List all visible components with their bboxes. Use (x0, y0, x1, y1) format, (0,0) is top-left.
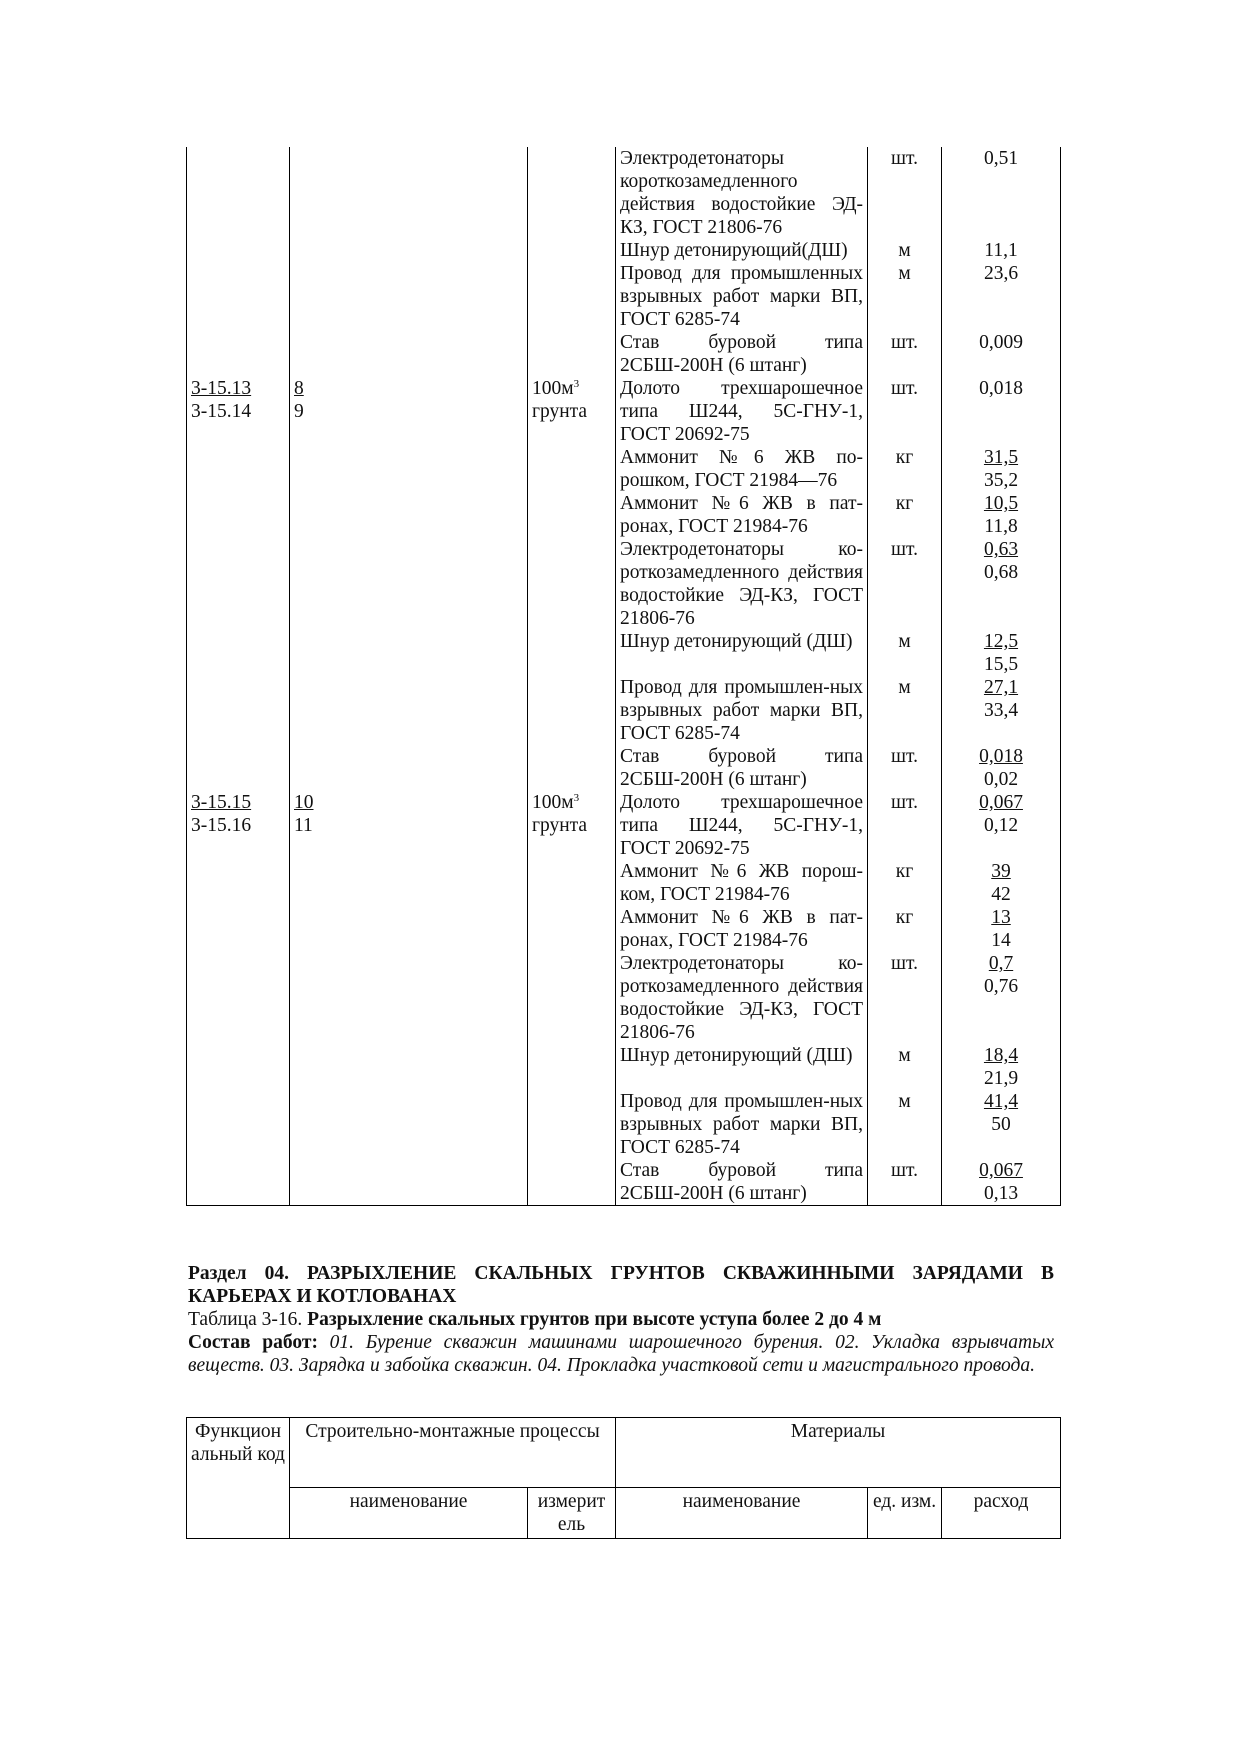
cell-unit: м (868, 676, 942, 745)
consumption-value: 42 (991, 884, 1011, 905)
section-block (188, 1262, 1054, 1377)
table-row (187, 446, 1061, 492)
table-row (187, 147, 1061, 239)
consumption-value: 50 (991, 1114, 1011, 1135)
cell-unit: м (868, 262, 942, 331)
code-line: 3-15.16 (191, 815, 252, 836)
consumption-value: 10,5 (983, 493, 1019, 514)
cell-unit: м (868, 630, 942, 676)
cell-code (187, 331, 290, 377)
cell-material-name: Аммонит №6 ЖВ по-рошком, ГОСТ 21984—76 (616, 446, 868, 492)
works-text: 01. Бурение скважин машинами шарошечного бурения. 02. Укладка взрывчатых веществ. 03. Зарядка и забойка скважин. 04. Прокладка участковой сети и магистрального провода. (188, 1332, 1054, 1376)
cell-meter (528, 538, 616, 630)
cell-process-number (290, 147, 528, 239)
cell-material-name: Электродетонаторы ко-роткозамедленного действия водостойкие ЭД-КЗ, ГОСТ 21806-76 (616, 952, 868, 1044)
cell-material-name: Электродетонаторы короткозамедленного действия водостойкие ЭД-КЗ, ГОСТ 21806-76 (616, 147, 868, 239)
cell-code (187, 239, 290, 262)
cell-unit: шт. (868, 538, 942, 630)
section-title: Раздел 04. РАЗРЫХЛЕНИЕ СКАЛЬНЫХ ГРУНТОВ СКВАЖИННЫМИ ЗАРЯДАМИ В КАРЬЕРАХ И КОТЛОВАНАХ (188, 1263, 1054, 1307)
header-proc-name: наименование (290, 1488, 528, 1539)
cell-process-number (290, 676, 528, 745)
consumption-value: 13 (991, 907, 1011, 928)
cell-consumption (942, 331, 1061, 377)
cell-consumption (942, 952, 1061, 1044)
cell-code (187, 1044, 290, 1090)
table-row (187, 1044, 1061, 1090)
cell-code (187, 630, 290, 676)
table-row (187, 262, 1061, 331)
cell-unit: шт. (868, 377, 942, 446)
cell-code (187, 147, 290, 239)
consumption-value: 0,067 (979, 792, 1023, 813)
table-row (187, 1159, 1061, 1206)
cell-process-number (290, 262, 528, 331)
cell-code (187, 745, 290, 791)
consumption-value: 27,1 (983, 677, 1019, 698)
header-materials: Материалы (616, 1418, 1061, 1488)
table-row (187, 377, 1061, 446)
cell-material-name: Став буровой типа 2СБШ-200Н (6 штанг) (616, 745, 868, 791)
cell-code (187, 860, 290, 906)
consumption-value: 0,63 (983, 539, 1019, 560)
consumption-value: 14 (991, 930, 1011, 951)
process-number-line: 9 (294, 401, 304, 422)
cell-process-number (290, 860, 528, 906)
cell-consumption (942, 147, 1061, 239)
cell-code (187, 906, 290, 952)
cell-process-number (290, 1044, 528, 1090)
cell-process-number (290, 1090, 528, 1159)
cell-unit: кг (868, 860, 942, 906)
cell-unit: кг (868, 906, 942, 952)
cube-superscript: 3 (573, 378, 580, 390)
cell-process-number (290, 377, 528, 446)
consumption-value: 0,018 (979, 746, 1023, 767)
consumption-value: 0,7 (988, 953, 1014, 974)
works-label: Состав работ: (188, 1332, 330, 1353)
table-row (187, 331, 1061, 377)
consumption-value: 12,5 (983, 631, 1019, 652)
cell-meter (528, 791, 616, 860)
cell-material-name: Долото трехшарошечное типа Ш244, 5С-ГНУ-1, ГОСТ 20692-75 (616, 377, 868, 446)
process-number-line: 8 (294, 378, 304, 399)
cell-unit: шт. (868, 791, 942, 860)
cell-material-name: Электродетонаторы ко-роткозамедленного действия водостойкие ЭД-КЗ, ГОСТ 21806-76 (616, 538, 868, 630)
cell-material-name: Шнур детонирующий (ДШ) (616, 630, 868, 676)
cube-superscript: 3 (573, 792, 580, 804)
cell-material-name: Аммонит №6 ЖВ в пат-ронах, ГОСТ 21984-76 (616, 492, 868, 538)
table-row (187, 860, 1061, 906)
cell-meter (528, 745, 616, 791)
cell-unit: м (868, 1044, 942, 1090)
header-mat-name: наименование (616, 1488, 868, 1539)
cell-meter (528, 239, 616, 262)
header-mat-unit: ед. изм. (868, 1488, 942, 1539)
consumption-value: 0,02 (983, 769, 1019, 790)
cell-unit: шт. (868, 331, 942, 377)
cell-meter (528, 906, 616, 952)
consumption-value: 35,2 (983, 470, 1019, 491)
header-mat-consumption: расход (942, 1488, 1061, 1539)
cell-material-name: Став буровой типа 2СБШ-200Н (6 штанг) (616, 331, 868, 377)
cell-material-name: Став буровой типа 2СБШ-200Н (6 штанг) (616, 1159, 868, 1206)
cell-code (187, 791, 290, 860)
works-composition (188, 1331, 1054, 1377)
cell-consumption (942, 906, 1061, 952)
cell-consumption (942, 676, 1061, 745)
cell-code (187, 446, 290, 492)
cell-meter (528, 1159, 616, 1206)
cell-code (187, 1090, 290, 1159)
cell-meter (528, 147, 616, 239)
table-row (187, 630, 1061, 676)
meter-sub: грунта (532, 401, 588, 422)
consumption-value: 39 (991, 861, 1011, 882)
header-func-code: Функцион альный код (187, 1418, 290, 1539)
consumption-value: 41,4 (983, 1091, 1019, 1112)
consumption-value: 0,68 (983, 562, 1019, 583)
consumption-value: 15,5 (983, 654, 1019, 675)
consumption-value: 11,8 (984, 516, 1018, 537)
cell-material-name: Долото трехшарошечное типа Ш244, 5С-ГНУ-1, ГОСТ 20692-75 (616, 791, 868, 860)
table-row (187, 791, 1061, 860)
table-row (187, 1090, 1061, 1159)
cell-consumption (942, 492, 1061, 538)
cell-consumption (942, 262, 1061, 331)
cell-process-number (290, 331, 528, 377)
consumption-value: 21,9 (983, 1068, 1019, 1089)
meter-unit: 100м (532, 792, 574, 813)
cell-code (187, 1159, 290, 1206)
table-row (187, 745, 1061, 791)
cell-material-name: Провод для промышлен-ных взрывных работ марки ВП, ГОСТ 6285-74 (616, 676, 868, 745)
cell-process-number (290, 446, 528, 492)
consumption-value: 18,4 (983, 1045, 1019, 1066)
cell-consumption (942, 446, 1061, 492)
cell-process-number (290, 745, 528, 791)
cell-process-number (290, 791, 528, 860)
cell-unit: кг (868, 492, 942, 538)
meter-line (532, 377, 611, 400)
cell-meter (528, 262, 616, 331)
cell-meter (528, 1090, 616, 1159)
cell-consumption (942, 791, 1061, 860)
table-label: Таблица 3-16. (188, 1309, 308, 1330)
consumption-value: 0,76 (983, 976, 1019, 997)
cell-consumption (942, 538, 1061, 630)
cell-consumption (942, 239, 1061, 262)
cell-code (187, 538, 290, 630)
cell-consumption (942, 745, 1061, 791)
cell-material-name: Провод для промышлен-ных взрывных работ марки ВП, ГОСТ 6285-74 (616, 1090, 868, 1159)
cell-meter (528, 630, 616, 676)
cell-process-number (290, 1159, 528, 1206)
consumption-value: 0,12 (983, 815, 1019, 836)
cell-meter (528, 952, 616, 1044)
cell-process-number (290, 630, 528, 676)
consumption-value: 0,067 (979, 1160, 1023, 1181)
cell-meter (528, 676, 616, 745)
cell-process-number (290, 952, 528, 1044)
meter-line (532, 791, 611, 814)
cell-process-number (290, 492, 528, 538)
cell-unit: шт. (868, 1159, 942, 1206)
table-row (187, 906, 1061, 952)
table-row (187, 952, 1061, 1044)
header-proc-meter: измерит ель (528, 1488, 616, 1539)
cell-unit: шт. (868, 147, 942, 239)
process-number-line: 11 (294, 815, 313, 836)
cell-consumption (942, 377, 1061, 446)
cell-meter (528, 331, 616, 377)
cell-meter (528, 860, 616, 906)
cell-material-name: Провод для промышленных взрывных работ марки ВП, ГОСТ 6285-74 (616, 262, 868, 331)
consumption-value: 0,13 (983, 1183, 1019, 1204)
cell-meter (528, 1044, 616, 1090)
cell-code (187, 676, 290, 745)
cell-consumption (942, 1090, 1061, 1159)
cell-material-name: Шнур детонирующий (ДШ) (616, 1044, 868, 1090)
cell-process-number (290, 538, 528, 630)
header-processes: Строительно-монтажные процессы (290, 1418, 616, 1488)
table-title: Разрыхление скальных грунтов при высоте уступа более 2 до 4 м (307, 1309, 882, 1330)
cell-unit: кг (868, 446, 942, 492)
consumption-value: 0,51 (983, 148, 1019, 169)
code-line: 3-15.13 (191, 378, 252, 399)
cell-material-name: Аммонит №6 ЖВ порош-ком, ГОСТ 21984-76 (616, 860, 868, 906)
code-line: 3-15.15 (191, 792, 252, 813)
cell-consumption (942, 1159, 1061, 1206)
cell-consumption (942, 630, 1061, 676)
consumption-value: 31,5 (983, 447, 1019, 468)
consumption-value: 0,018 (979, 378, 1023, 399)
code-line: 3-15.14 (191, 401, 252, 422)
cell-meter (528, 492, 616, 538)
meter-sub: грунта (532, 815, 588, 836)
cell-process-number (290, 239, 528, 262)
consumption-value: 33,4 (983, 700, 1019, 721)
consumption-value: 0,009 (979, 332, 1023, 353)
table-row (187, 538, 1061, 630)
cell-process-number (290, 906, 528, 952)
table-row (187, 239, 1061, 262)
cell-meter (528, 446, 616, 492)
cell-unit: м (868, 239, 942, 262)
table-row (187, 676, 1061, 745)
cell-code (187, 492, 290, 538)
consumption-value: 23,6 (983, 263, 1019, 284)
table-row (187, 492, 1061, 538)
process-number-line: 10 (294, 792, 314, 813)
cell-consumption (942, 1044, 1061, 1090)
cell-meter (528, 377, 616, 446)
materials-continuation-table (186, 147, 1061, 1206)
cell-consumption (942, 860, 1061, 906)
consumption-value: 11,1 (984, 240, 1018, 261)
cell-unit: м (868, 1090, 942, 1159)
table-caption (188, 1308, 1054, 1331)
cell-code (187, 262, 290, 331)
cell-unit: шт. (868, 745, 942, 791)
table-header (186, 1417, 1061, 1539)
cell-material-name: Аммонит №6 ЖВ в пат-ронах, ГОСТ 21984-76 (616, 906, 868, 952)
cell-unit: шт. (868, 952, 942, 1044)
cell-material-name: Шнур детонирующий(ДШ) (616, 239, 868, 262)
cell-code (187, 952, 290, 1044)
meter-unit: 100м (532, 378, 574, 399)
cell-code (187, 377, 290, 446)
